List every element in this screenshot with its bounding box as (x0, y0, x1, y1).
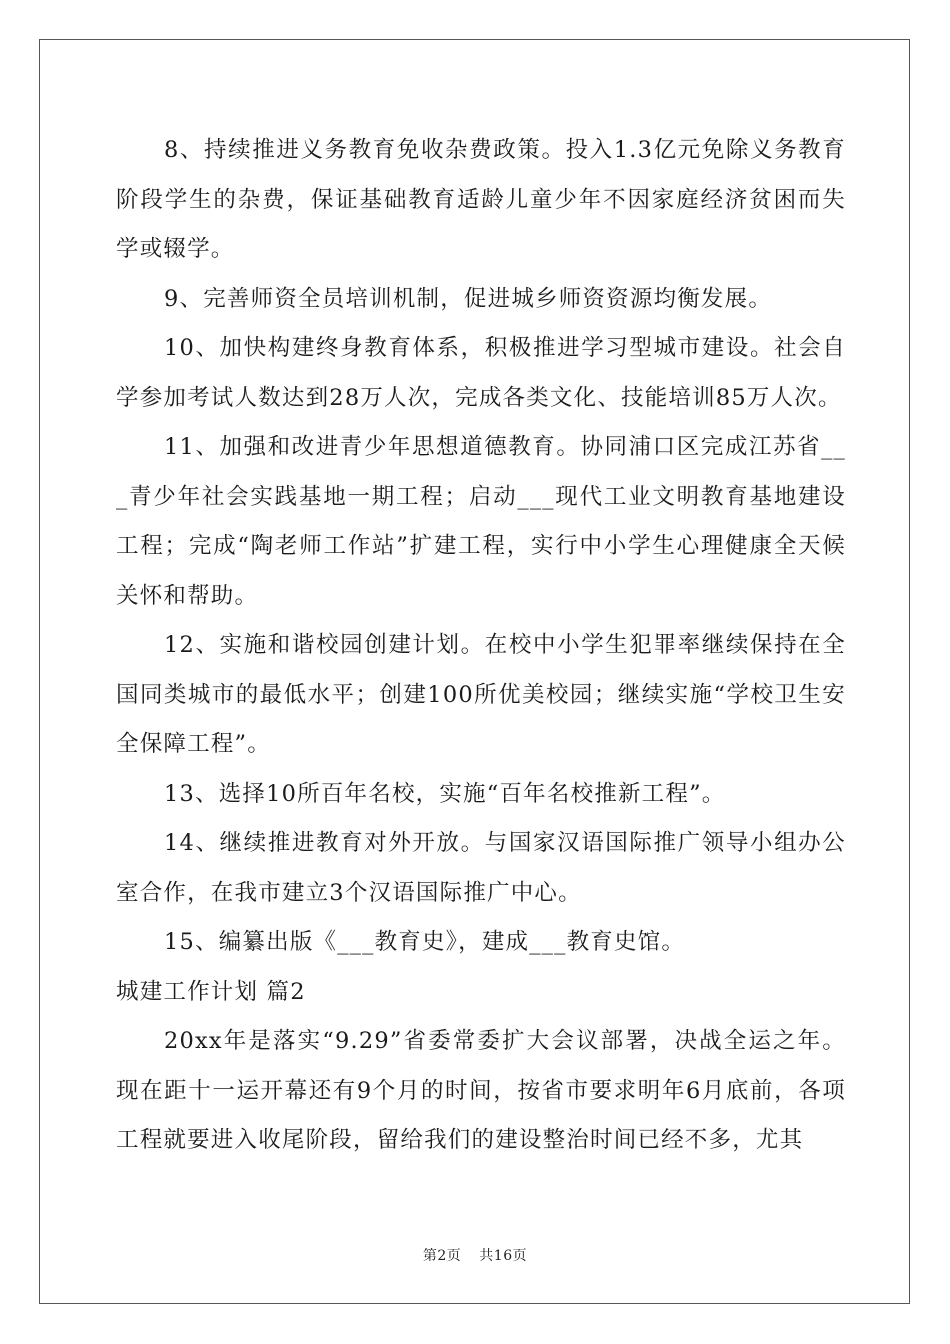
paragraph-item-13: 13、选择10所百年名校，实施“百年名校推新工程”。 (164, 780, 726, 807)
paragraph-item-9: 9、完善师资全员培训机制，促进城乡师资资源均衡发展。 (164, 285, 773, 312)
page-total: 共16页 (479, 1248, 528, 1264)
page-number: 第2页 (422, 1248, 462, 1264)
section-heading: 城建工作计划 篇2 (116, 978, 306, 1005)
paragraph-item-12: 12、实施和谐校园创建计划。在校中小学生犯罪率继续保持在全国同类城市的最低水平；创建100所优美校园；继续实施“学校卫生安全保障工程”。 (116, 632, 846, 757)
paragraph-item-11: 11、加强和改进青少年思想道德教育。协同浦口区完成江苏省___青少年社会实践基地一期工程；启动___现代工业文明教育基地建设工程；完成“陶老师工作站”扩建工程，实行中小学生心理健康全天候关怀和帮助。 (116, 434, 846, 609)
document-body (116, 126, 846, 1166)
paragraph-item-10: 10、加快构建终身教育体系，积极推进学习型城市建设。社会自学参加考试人数达到28万人次，完成各类文化、技能培训85万人次。 (116, 335, 846, 411)
page-footer (0, 1245, 950, 1265)
paragraph-item-14: 14、继续推进教育对外开放。与国家汉语国际推广领导小组办公室合作，在我市建立3个汉语国际推广中心。 (116, 830, 846, 906)
paragraph-item-15: 15、编纂出版《___教育史》，建成___教育史馆。 (164, 929, 686, 955)
paragraph-intro: 20xx年是落实“9.29”省委常委扩大会议部署，决战全运之年。现在距十一运开幕还有9个月的时间，按省市要求明年6月底前，各项工程就要进入收尾阶段，留给我们的建设整治时间已经不多，尤其 (116, 1028, 846, 1153)
paragraph-item-8: 8、持续推进义务教育免收杂费政策。投入1.3亿元免除义务教育阶段学生的杂费，保证基础教育适龄儿童少年不因家庭经济贫困而失学或辍学。 (116, 137, 846, 262)
